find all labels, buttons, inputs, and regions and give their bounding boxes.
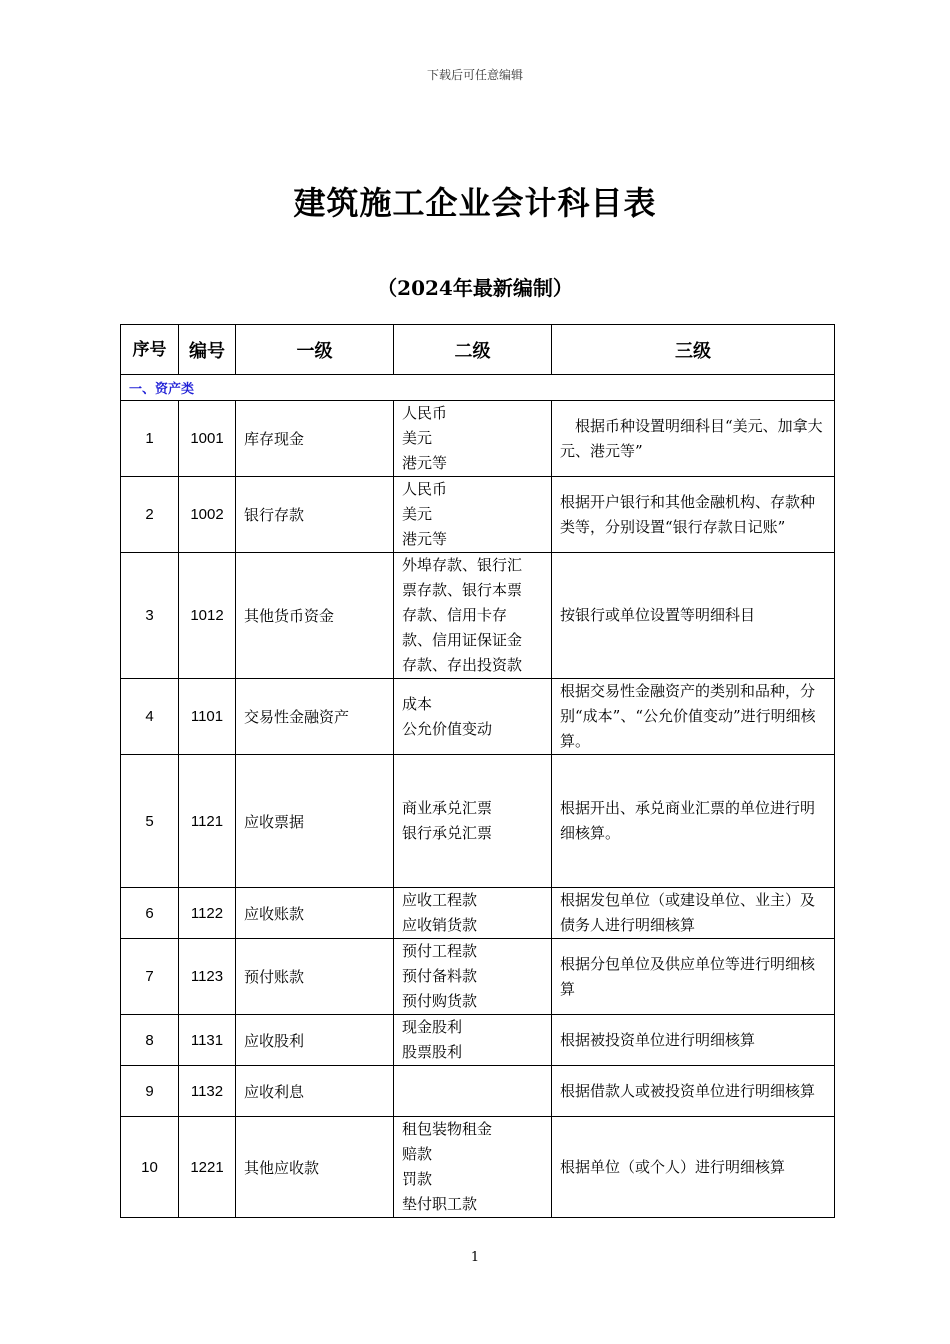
level2-item: 应收销货款 [402, 916, 478, 934]
level2-item: 存款、信用卡存 [402, 606, 508, 624]
level2-item: 人民币 [402, 480, 448, 498]
cell-level1: 应收利息 [236, 1066, 394, 1117]
cell-code: 1122 [179, 888, 236, 939]
level2-item: 美元 [402, 429, 433, 447]
cell-index: 7 [121, 939, 179, 1015]
cell-level3: 根据借款人或被投资单位进行明细核算 [552, 1066, 835, 1117]
level2-item: 租包装物租金 [402, 1120, 493, 1138]
cell-level2 [394, 553, 552, 679]
cell-code: 1121 [179, 755, 236, 888]
level2-item: 预付购货款 [402, 992, 478, 1010]
level2-item: 存款、存出投资款 [402, 656, 523, 674]
cell-level3: 按银行或单位设置等明细科目 [552, 553, 835, 679]
level2-item: 款、信用证保证金 [402, 631, 523, 649]
level2-item: 成本 [402, 694, 433, 713]
header-level2: 二级 [394, 325, 552, 375]
header-code: 编号 [179, 325, 236, 375]
cell-index: 2 [121, 477, 179, 553]
cell-level1: 应收股利 [236, 1015, 394, 1066]
cell-index: 9 [121, 1066, 179, 1117]
cell-level3: 根据被投资单位进行明细核算 [552, 1015, 835, 1066]
cell-level1: 库存现金 [236, 401, 394, 477]
cell-level2 [394, 888, 552, 939]
level2-item: 垫付职工款 [402, 1195, 478, 1213]
level2-item: 港元等 [402, 454, 448, 472]
cell-level1: 应收账款 [236, 888, 394, 939]
level2-item: 人民币 [402, 404, 448, 422]
cell-code: 1123 [179, 939, 236, 1015]
cell-code: 1012 [179, 553, 236, 679]
table-row [121, 888, 835, 939]
header-note: 下载后可任意编辑 [426, 68, 523, 82]
cell-code: 1131 [179, 1015, 236, 1066]
level2-item: 公允价值变动 [402, 719, 493, 738]
level2-item: 应收工程款 [402, 891, 478, 909]
page-title: 建筑施工企业会计科目表 [293, 184, 657, 222]
cell-code: 1221 [179, 1117, 236, 1218]
table-row [121, 939, 835, 1015]
header-index: 序号 [121, 325, 179, 375]
cell-level1: 其他应收款 [236, 1117, 394, 1218]
cell-index: 4 [121, 679, 179, 755]
cell-level3: 根据开出、承兑商业汇票的单位进行明细核算。 [552, 755, 835, 888]
page-subtitle: （2024年最新编制） [377, 276, 573, 300]
cell-level3: 根据分包单位及供应单位等进行明细核算 [552, 939, 835, 1015]
level2-item: 票存款、银行本票 [402, 581, 523, 599]
section-label: 一、资产类 [121, 375, 835, 401]
cell-index: 3 [121, 553, 179, 679]
cell-level2 [394, 477, 552, 553]
table-row [121, 553, 835, 679]
account-subjects-table [120, 324, 835, 1218]
cell-level3: 根据币种设置明细科目“美元、加拿大元、港元等” [552, 401, 835, 477]
cell-level1: 其他货币资金 [236, 553, 394, 679]
cell-level3: 根据开户银行和其他金融机构、存款种类等，分别设置“银行存款日记账” [552, 477, 835, 553]
level2-item: 银行承兑汇票 [402, 824, 493, 842]
cell-level1: 应收票据 [236, 755, 394, 888]
cell-level2 [394, 1117, 552, 1218]
table-row [121, 401, 835, 477]
level2-item: 港元等 [402, 530, 448, 548]
cell-level1: 银行存款 [236, 477, 394, 553]
level2-item: 预付备料款 [402, 967, 478, 985]
level2-item: 美元 [402, 505, 433, 523]
table-row [121, 1066, 835, 1117]
table-row [121, 755, 835, 888]
cell-level3: 根据单位（或个人）进行明细核算 [552, 1117, 835, 1218]
cell-code: 1101 [179, 679, 236, 755]
level2-item: 赔款 [402, 1145, 433, 1163]
cell-level2 [394, 401, 552, 477]
header-level1: 一级 [236, 325, 394, 375]
level2-item: 现金股利 [402, 1018, 463, 1036]
cell-index: 1 [121, 401, 179, 477]
cell-level2 [394, 1015, 552, 1066]
level2-item: 外埠存款、银行汇 [402, 556, 523, 574]
cell-level2 [394, 939, 552, 1015]
table-row [121, 477, 835, 553]
table-row [121, 1117, 835, 1218]
cell-code: 1002 [179, 477, 236, 553]
table-row [121, 1015, 835, 1066]
cell-index: 10 [121, 1117, 179, 1218]
cell-level1: 交易性金融资产 [236, 679, 394, 755]
level2-item: 商业承兑汇票 [402, 799, 493, 817]
cell-index: 8 [121, 1015, 179, 1066]
cell-level2 [394, 679, 552, 755]
header-level3: 三级 [552, 325, 835, 375]
page-number: 1 [470, 1250, 480, 1265]
level2-item: 预付工程款 [402, 942, 478, 960]
cell-code: 1132 [179, 1066, 236, 1117]
cell-index: 6 [121, 888, 179, 939]
table-header-row [121, 325, 835, 375]
cell-level2 [394, 755, 552, 888]
cell-code: 1001 [179, 401, 236, 477]
cell-level1: 预付账款 [236, 939, 394, 1015]
table-row [121, 679, 835, 755]
level2-item: 罚款 [402, 1170, 433, 1188]
cell-level3: 根据发包单位（或建设单位、业主）及债务人进行明细核算 [552, 888, 835, 939]
cell-level3: 根据交易性金融资产的类别和品种，分别“成本”、“公允价值变动”进行明细核算。 [552, 679, 835, 755]
cell-level2 [394, 1066, 552, 1117]
cell-index: 5 [121, 755, 179, 888]
level2-item: 股票股利 [402, 1043, 463, 1061]
section-row [121, 375, 835, 401]
